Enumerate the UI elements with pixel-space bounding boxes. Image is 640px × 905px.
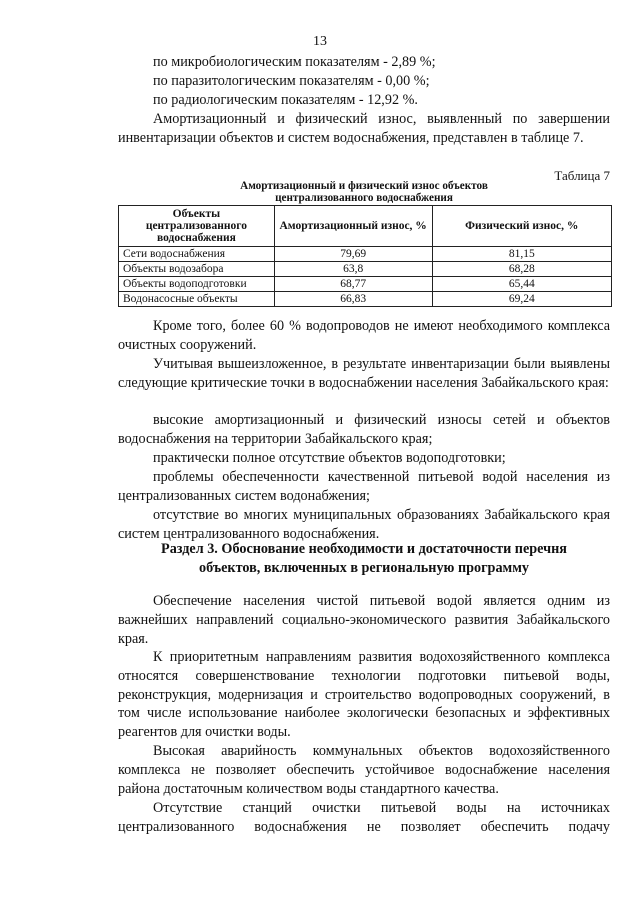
row-name: Объекты водоподготовки: [119, 277, 275, 292]
table-header-objects: Объекты централизованного водоснабжения: [119, 206, 275, 247]
table-row: [119, 247, 612, 262]
paragraph-problems: проблемы обеспеченности качественной питьевой водой населения из централизованных систем водонабжения;: [118, 469, 610, 504]
section-heading: [118, 540, 610, 578]
paragraph-amortization: Амортизационный и физический износ, выявленный по завершении инвентаризации объектов и систем водоснабжения, представлен в таблице 7.: [118, 111, 610, 146]
paragraph-accident: Высокая аварийность коммунальных объектов водохозяйственного комплекса не позволяет обеспечить устойчивое водоснабжение населения района достаточным количеством воды стандартного качества.: [118, 743, 610, 797]
paragraph-many: отсутствие во многих муниципальных образованиях Забайкальского края систем централизованного водоснабжения.: [118, 507, 610, 542]
paragraph-given: Учитывая вышеизложенное, в результате инвентаризации были выявлены следующие критические точки в водоснабжении населения Забайкальского края:: [118, 356, 610, 391]
table-title-line-1: Амортизационный и физический износ объектов: [240, 180, 488, 192]
paragraph-supply: Обеспечение населения чистой питьевой водой является одним из важнейших направлений социально-экономического развития Забайкальского края.: [118, 593, 610, 647]
table-row: [119, 277, 612, 292]
paragraph-more: Кроме того, более 60 % водопроводов не имеют необходимого комплекса очистных сооружений.: [118, 318, 610, 353]
table-title: [118, 180, 610, 204]
row-name: Объекты водозабора: [119, 262, 275, 277]
row-amortization: 79,69: [274, 247, 432, 262]
wear-table: [118, 205, 612, 307]
table-header-amortization: Амортизационный износ, %: [274, 206, 432, 247]
row-physical: 65,44: [432, 277, 611, 292]
table-row: [119, 262, 612, 277]
row-name: Сети водоснабжения: [119, 247, 275, 262]
intro-line-3: по радиологическим показателям - 12,92 %.: [153, 92, 418, 108]
table-title-line-2: централизованного водоснабжения: [275, 192, 453, 204]
paragraph-high-wear: высокие амортизационный и физический износы сетей и объектов водоснабжения на территории Забайкальского края;: [118, 412, 610, 447]
row-amortization: 66,83: [274, 292, 432, 307]
paragraph-stations: Отсутствие станций очистки питьевой воды на источниках централизованного водоснабжения не позволяет обеспечить подачу: [118, 800, 610, 835]
intro-line-2: по паразитологическим показателям - 0,00 %;: [153, 73, 430, 89]
intro-line-1: по микробиологическим показателям - 2,89 %;: [153, 54, 436, 70]
table-caption: Таблица 7: [554, 168, 610, 183]
table-header-physical: Физический износ, %: [432, 206, 611, 247]
paragraph-priority: К приоритетным направлениям развития водохозяйственного комплекса относятся совершенствование технологии подготовки питьевой воды, реконструкция, модернизация и строительство водопроводных сооружений, в том числе использование наиболее экологически безопасных и эффективных реагентов для очистки воды.: [118, 649, 610, 741]
row-physical: 69,24: [432, 292, 611, 307]
paragraph-absence: практически полное отсутствие объектов водоподготовки;: [153, 450, 506, 466]
row-physical: 68,28: [432, 262, 611, 277]
row-physical: 81,15: [432, 247, 611, 262]
table-header-row: [119, 206, 612, 247]
row-name: Водонасосные объекты: [119, 292, 275, 307]
section-heading-line-2: объектов, включенных в региональную программу: [199, 560, 529, 576]
section-heading-line-1: Раздел 3. Обоснование необходимости и достаточности перечня: [161, 541, 567, 557]
row-amortization: 63,8: [274, 262, 432, 277]
table-row: [119, 292, 612, 307]
row-amortization: 68,77: [274, 277, 432, 292]
page-number: 13: [313, 34, 327, 49]
